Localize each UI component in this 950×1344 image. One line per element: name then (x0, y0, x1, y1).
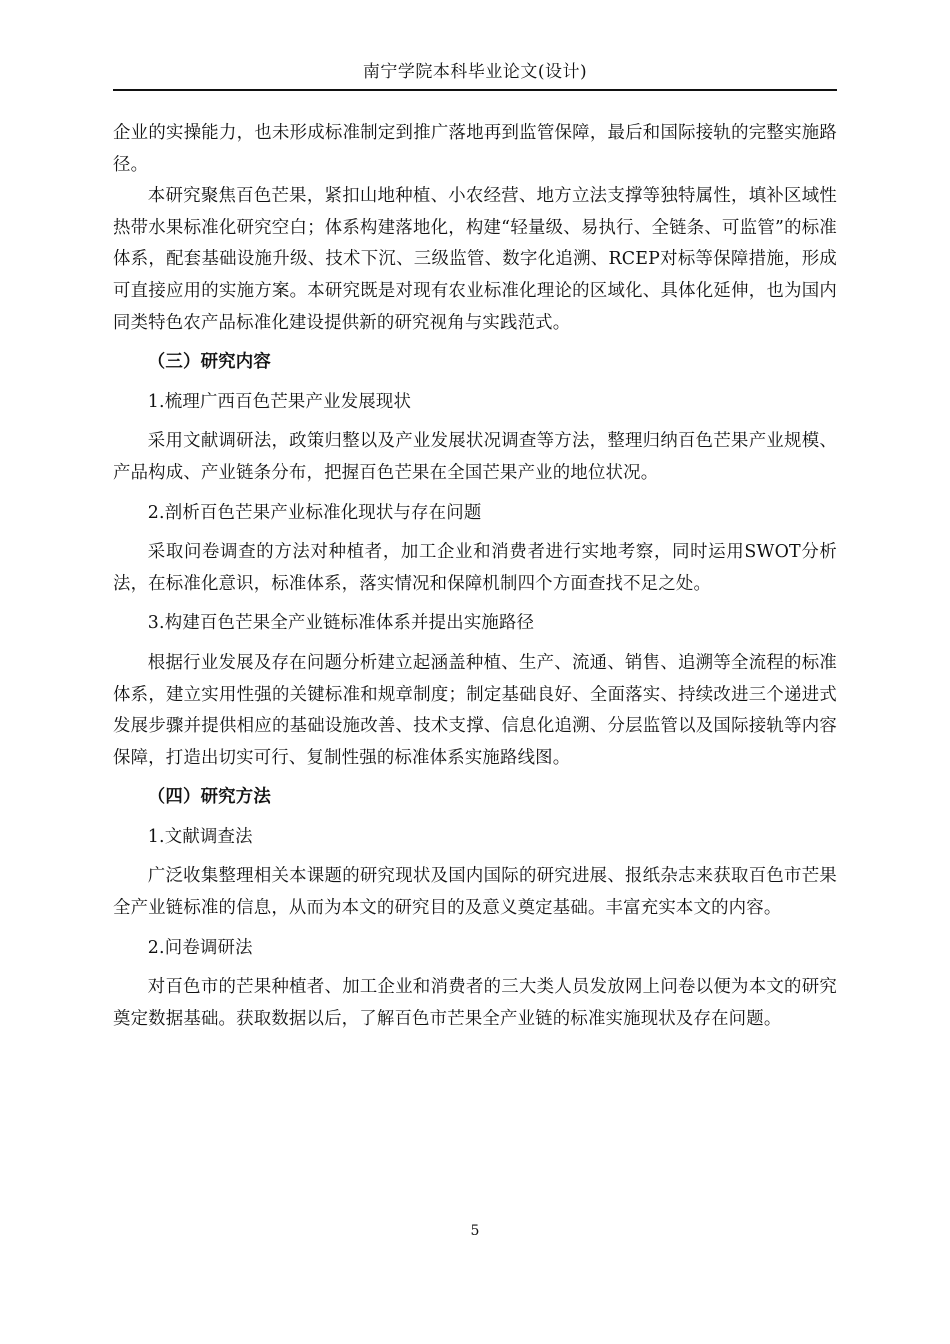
spacer (113, 418, 837, 426)
spacer (113, 640, 837, 648)
spacer (113, 529, 837, 537)
header-rule (113, 89, 837, 91)
spacer (113, 853, 837, 861)
spacer (113, 814, 837, 822)
spacer (113, 925, 837, 933)
subheading-method-1: 1.文献调查法 (147, 826, 253, 847)
page-number: 5 (470, 1223, 480, 1239)
paragraph-method-1: 广泛收集整理相关本课题的研究现状及国内国际的研究进展、报纸杂志来获取百色市芒果全产业链标准的信息，从而为本文的研究目的及意义奠定基础。丰富充实本文的内容。 (113, 866, 837, 919)
paragraph-continuation: 企业的实操能力，也未形成标准制定到推广落地再到监管保障，最后和国际接轨的完整实施路径。 (113, 123, 837, 175)
section-heading-research-methods: （四）研究方法 (147, 787, 271, 808)
subheading-item-2: 2.剖析百色芒果产业标准化现状与存在问题 (147, 502, 482, 523)
document-body (113, 118, 837, 1035)
spacer (113, 600, 837, 608)
spacer (113, 490, 837, 498)
spacer (113, 964, 837, 972)
spacer (113, 774, 837, 782)
spacer (113, 379, 837, 387)
paragraph-research-focus: 本研究聚焦百色芒果，紧扣山地种植、小农经营、地方立法支撑等独特属性，填补区域性热带水果标准化研究空白；体系构建落地化，构建“轻量级、易执行、全链条、可监管”的标准体系，配套基础设施升级、技术下沉、三级监管、数字化追溯、RCEP对标等保障措施，形成可直接应用的实施方案。本研究既是对现有农业标准化理论的区域化、具体化延伸，也为国内同类特色农产品标准化建设提供新的研究视角与实践范式。 (113, 186, 837, 333)
paragraph-item-1: 采用文献调研法，政策归整以及产业发展状况调查等方法，整理归纳百色芒果产业规模、产品构成、产业链条分布，把握百色芒果在全国芒果产业的地位状况。 (113, 431, 837, 483)
paragraph-item-3: 根据行业发展及存在问题分析建立起涵盖种植、生产、流通、销售、追溯等全流程的标准体系，建立实用性强的关键标准和规章制度；制定基础良好、全面落实、持续改进三个递进式发展步骤并提供相应的基础设施改善、技术支撑、信息化追溯、分层监管以及国际接轨等内容保障，打造出切实可行、复制性强的标准体系实施路线图。 (113, 652, 837, 768)
spacer (113, 339, 837, 347)
section-heading-research-content: （三）研究内容 (147, 352, 271, 373)
running-header: 南宁学院本科毕业论文(设计) (362, 62, 588, 82)
subheading-item-3: 3.构建百色芒果全产业链标准体系并提出实施路径 (147, 613, 535, 634)
paragraph-item-2: 采取问卷调查的方法对种植者，加工企业和消费者进行实地考察，同时运用SWOT分析法，在标准化意识，标准体系，落实情况和保障机制四个方面查找不足之处。 (113, 542, 837, 594)
subheading-method-2: 2.问卷调研法 (147, 937, 253, 958)
subheading-item-1: 1.梳理广西百色芒果产业发展现状 (147, 391, 412, 412)
paragraph-method-2: 对百色市的芒果种植者、加工企业和消费者的三大类人员发放网上问卷以便为本文的研究奠定数据基础。获取数据以后，了解百色市芒果全产业链的标准实施现状及存在问题。 (113, 977, 837, 1029)
